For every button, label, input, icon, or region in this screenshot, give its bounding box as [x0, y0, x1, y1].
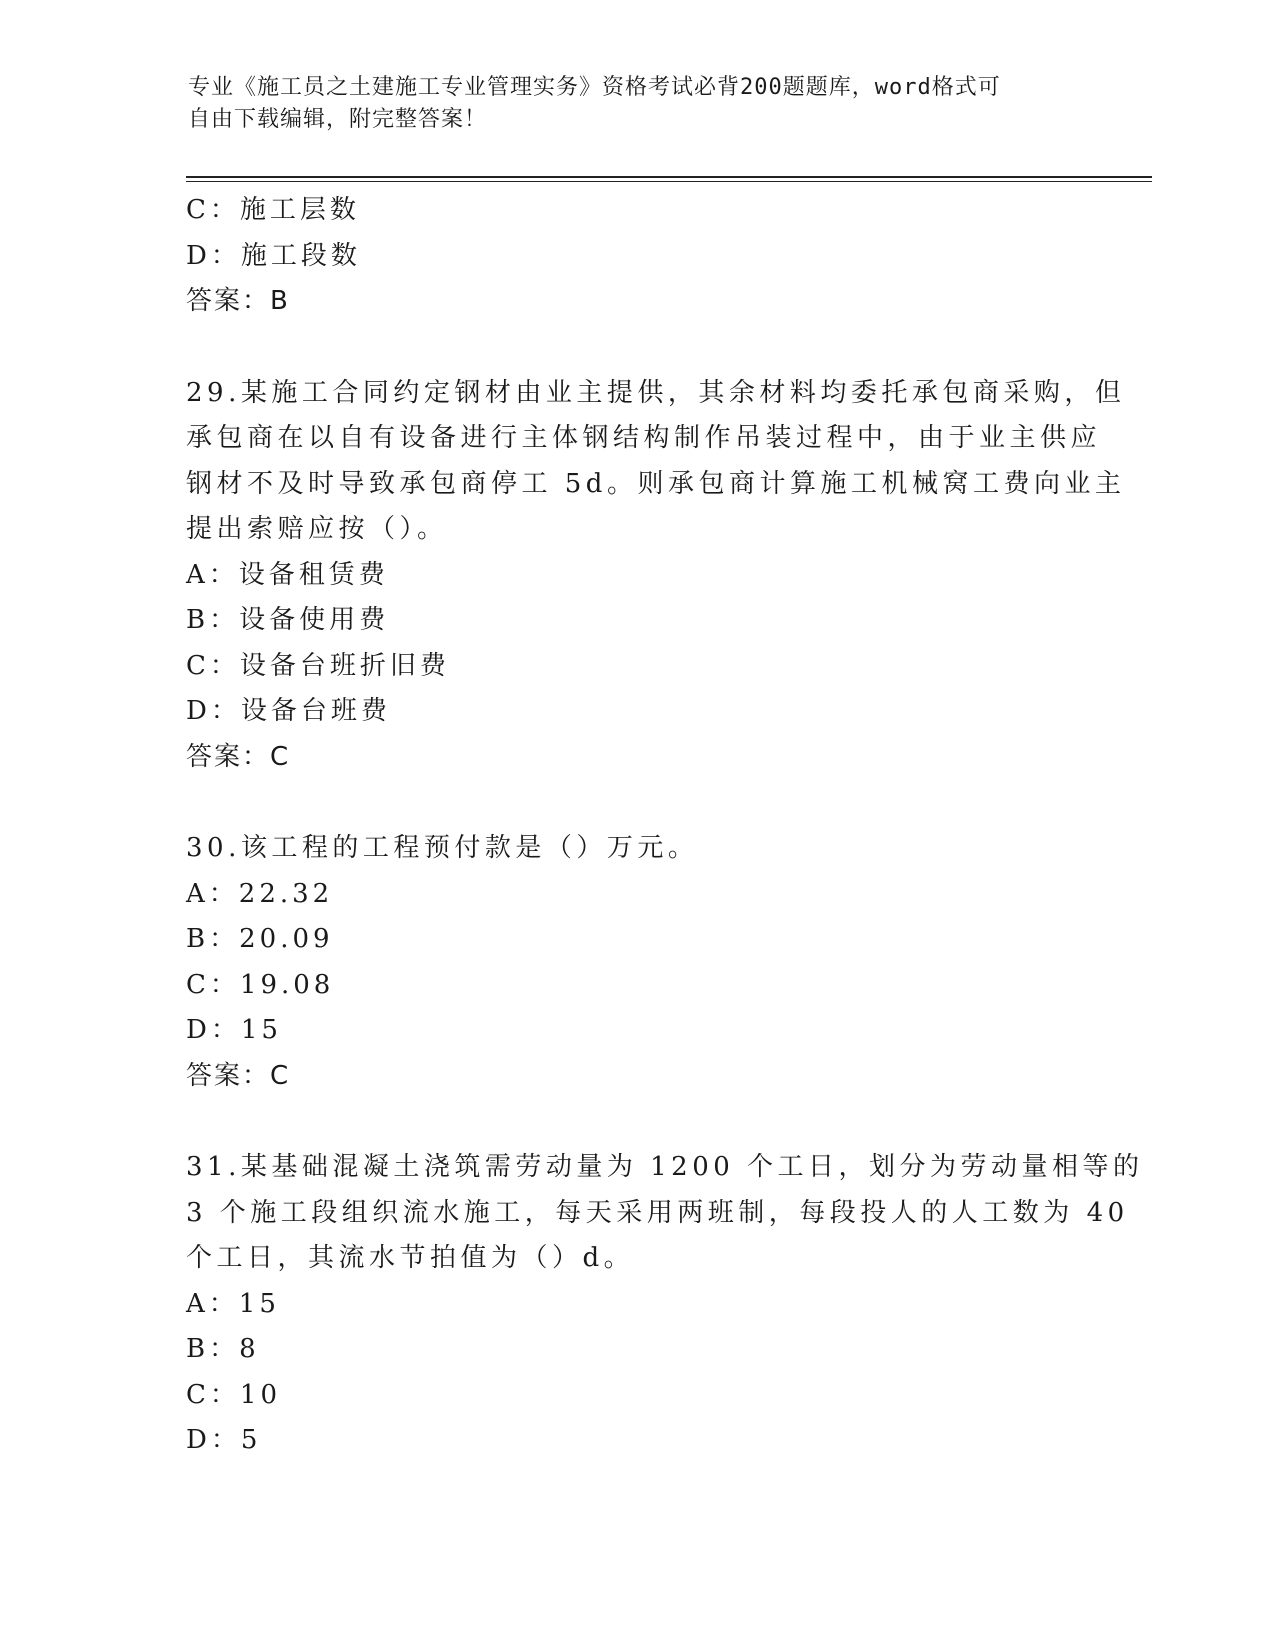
spacer: [186, 780, 1086, 826]
option-b: B：设备使用费: [186, 605, 390, 635]
option-c: C：19.08: [186, 969, 335, 1000]
stem-line: 钢材不及时导致承包商停工 5d。则承包商计算施工机械窝工费向业主: [186, 468, 1126, 499]
stem-line: 29.某施工合同约定钢材由业主提供，其余材料均委托承包商采购，但: [186, 377, 1126, 408]
header-line-2: 自由下载编辑，附完整答案！: [188, 107, 488, 132]
option-d: D：5: [186, 1425, 262, 1455]
option-a: A：设备租赁费: [186, 559, 389, 590]
stem-line: 提出索赔应按（）。: [186, 514, 448, 544]
stem-line: 承包商在以自有设备进行主体钢结构制作吊装过程中，由于业主供应: [186, 423, 1102, 453]
stem-line: 31.某基础混凝土浇筑需劳动量为 1200 个工日，划分为劳动量相等的: [186, 1152, 1144, 1182]
option-a: A：22.32: [186, 878, 334, 909]
header-divider: [186, 176, 1152, 182]
question-list: [186, 188, 1144, 1464]
question-30: [186, 826, 1086, 1099]
option-c: C：10: [186, 1379, 281, 1410]
stem-line: 个工日，其流水节拍值为（）d。: [186, 1243, 635, 1273]
question-stem: [186, 1145, 1144, 1282]
header-line-1: 专业《施工员之土建施工专业管理实务》资格考试必背200题题库，word格式可: [188, 75, 1001, 100]
option-d: D：施工段数: [186, 240, 361, 271]
question-stem: [186, 826, 1086, 872]
question-31: [186, 1145, 1144, 1464]
option-c: C：设备台班折旧费: [186, 650, 450, 681]
answer: 答案：C: [186, 741, 291, 772]
stem-line: 3 个施工段组织流水施工，每天采用两班制，每段投人的人工数为 40: [186, 1197, 1129, 1228]
option-d: D：设备台班费: [186, 696, 391, 726]
stem-line: 30.该工程的工程预付款是（）万元。: [186, 833, 699, 863]
question-28-tail: [186, 188, 1086, 325]
option-c: C：施工层数: [186, 195, 360, 225]
spacer: [186, 325, 1086, 371]
spacer: [186, 1099, 1086, 1145]
option-a: A：15: [186, 1288, 280, 1319]
answer: 答案：C: [186, 1060, 291, 1091]
question-29: [186, 371, 1126, 781]
document-header: [188, 72, 1068, 136]
option-b: B：8: [186, 1334, 260, 1364]
answer: 答案：B: [186, 286, 290, 316]
option-d: D：15: [186, 1015, 282, 1045]
question-stem: [186, 371, 1126, 553]
option-b: B：20.09: [186, 924, 334, 954]
